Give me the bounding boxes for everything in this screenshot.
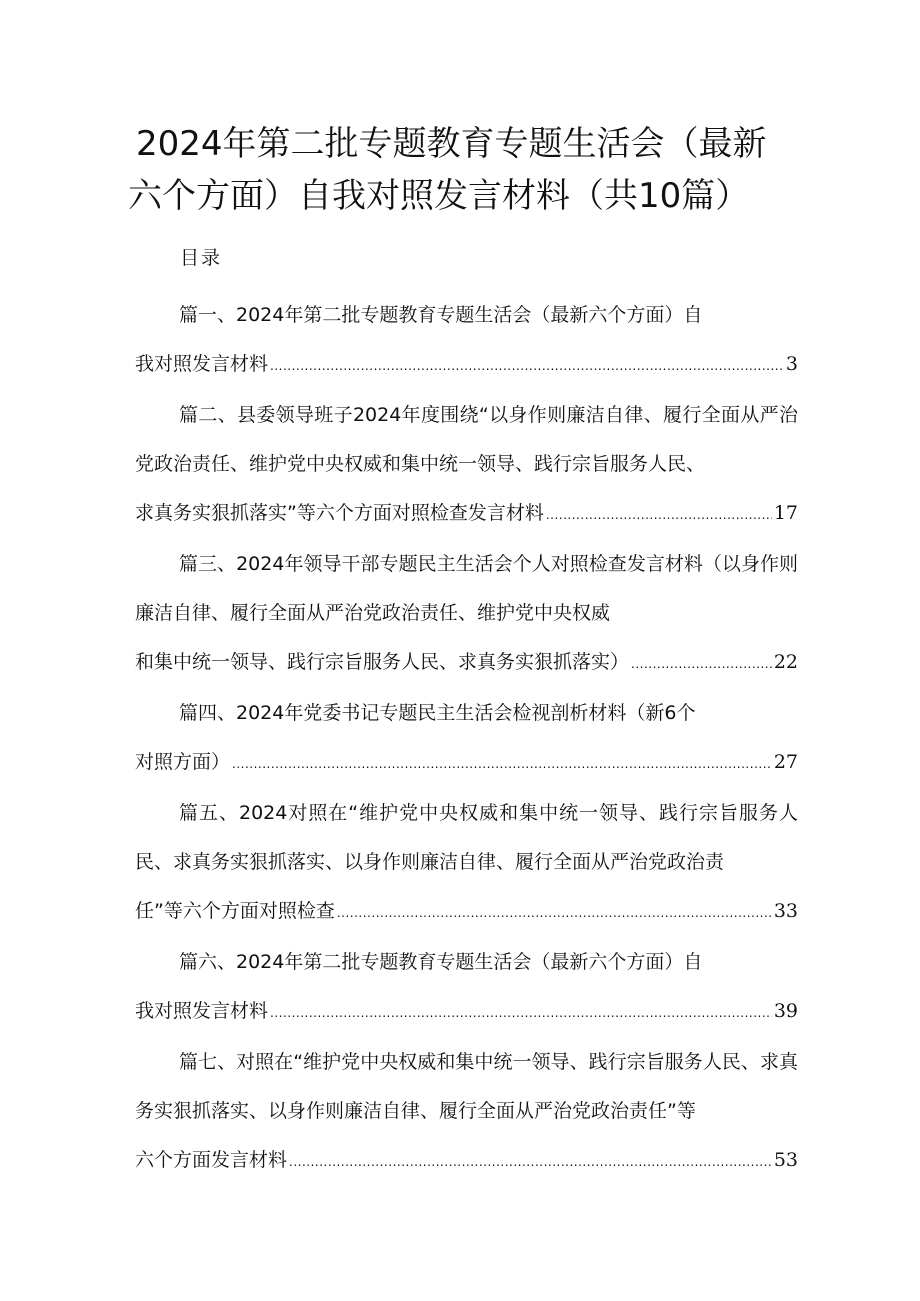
dot-leader [232,740,772,789]
toc-entry-line [135,887,798,938]
toc-entry-tail: 和集中统一领导、践行宗旨服务人民、求真务实狠抓落实） [135,651,630,673]
toc-page-number: 27 [773,751,798,773]
toc-entry[interactable] [135,540,798,689]
dot-leader [337,889,772,938]
toc-page-number: 17 [773,502,798,524]
dot-leader [270,989,772,1038]
toc-entry-tail: 六个方面发言材料 [135,1149,288,1171]
toc-entry-tail: 任”等六个方面对照检查 [135,900,335,922]
toc-page-number: 53 [773,1149,798,1171]
toc-entry-tail: 我对照发言材料 [135,1000,269,1022]
toc-entry-text: 篇四、2024年党委书记专题民主生活会检视剖析材料（新6个 [179,702,696,724]
toc-heading: 目录 [180,247,223,269]
toc-entry[interactable] [135,1038,798,1187]
dot-leader [631,640,772,689]
dot-leader [289,1138,772,1187]
toc-entry-tail: 我对照发言材料 [135,353,269,375]
toc-entry-tail: 对照方面） [135,751,231,773]
toc-entry-line [135,638,798,689]
toc-entry[interactable] [135,391,798,540]
toc-entry-tail: 求真务实狠抓落实”等六个方面对照检查发言材料 [135,502,544,524]
toc-entry-line [135,489,798,540]
toc-entry-text: 篇五、2024对照在“维护党中央权威和集中统一领导、践行宗旨服务人民、求真务实狠抓落实、以身作则廉洁自律、履行全面从严治党政治责 [135,802,798,873]
toc-entry-line [135,987,798,1038]
toc-entry[interactable] [135,291,798,391]
document-title: 2024年第二批专题教育专题生活会（最新六个方面）自我对照发言材料（共10篇） [128,124,767,216]
toc-entry[interactable] [135,938,798,1038]
dot-leader [546,491,772,540]
toc-page-number: 39 [773,1000,798,1022]
toc-entry-text: 篇七、对照在“维护党中央权威和集中统一领导、践行宗旨服务人民、求真务实狠抓落实、以身作则廉洁自律、履行全面从严治党政治责任”等 [135,1051,798,1122]
dot-leader [270,342,784,391]
toc-page-number: 22 [773,651,798,673]
toc-entry-line [135,738,798,789]
toc-page-number: 3 [785,353,798,375]
table-of-contents [135,291,798,1187]
toc-entry-text: 篇六、2024年第二批专题教育专题生活会（最新六个方面）自 [179,951,703,973]
toc-entry-text: 篇二、县委领导班子2024年度围绕“以身作则廉洁自律、履行全面从严治党政治责任、维护党中央权威和集中统一领导、践行宗旨服务人民、 [135,404,798,475]
toc-entry[interactable] [135,789,798,938]
toc-page-number: 33 [773,900,798,922]
toc-entry-line [135,1136,798,1187]
toc-entry-text: 篇三、2024年领导干部专题民主生活会个人对照检查发言材料（以身作则廉洁自律、履行全面从严治党政治责任、维护党中央权威 [135,553,798,624]
toc-entry-line [135,340,798,391]
toc-entry[interactable] [135,689,798,789]
toc-entry-text: 篇一、2024年第二批专题教育专题生活会（最新六个方面）自 [179,304,703,326]
